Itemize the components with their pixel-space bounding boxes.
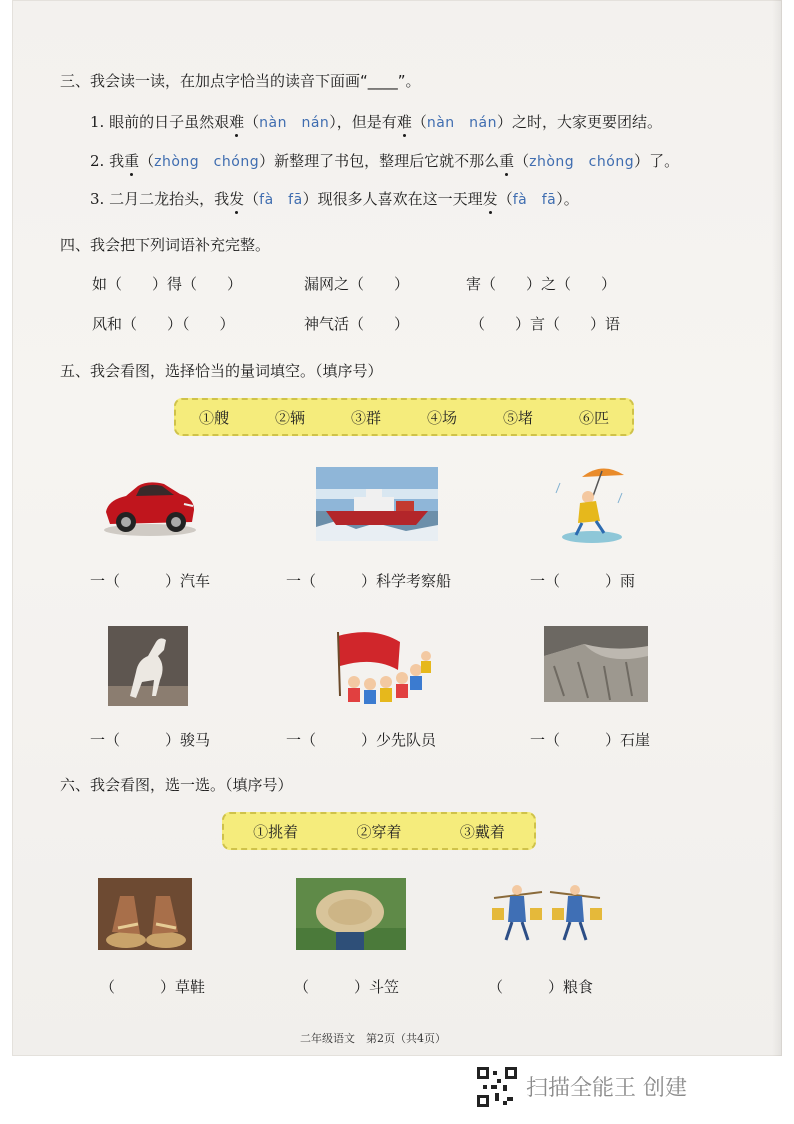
section5-title: 五、我会看图，选择恰当的量词填空。（填序号） <box>60 362 383 380</box>
dotted-char: 难 <box>396 113 412 131</box>
pinyin-choice[interactable]: nàn nán <box>259 115 330 131</box>
pinyin-choice[interactable]: zhòng chóng <box>154 154 260 170</box>
rain-umbrella-image <box>552 463 632 545</box>
idiom-blank[interactable]: 如（ ）得（ ） <box>92 275 243 293</box>
horse-image <box>108 626 188 706</box>
measure-blank[interactable]: 一（ ）石崖 <box>530 731 651 749</box>
measure-blank[interactable]: 一（ ）雨 <box>530 572 636 590</box>
qr-code-icon <box>477 1067 517 1107</box>
scanner-watermark: 扫描全能王 创建 <box>526 1076 687 1101</box>
choice-blank[interactable]: （ ）草鞋 <box>100 978 206 996</box>
option-6: ⑥匹 <box>578 408 609 427</box>
dotted-char: 重 <box>124 152 140 170</box>
red-car-image <box>100 472 198 538</box>
idiom-blank[interactable]: 漏网之（ ） <box>304 275 410 293</box>
idiom-blank[interactable]: 神气活（ ） <box>304 315 410 333</box>
section3-title: 三、我会读一读，在加点字恰当的读音下面画“____”。 <box>60 72 421 90</box>
bamboo-hat-image <box>296 878 406 950</box>
section4-title: 四、我会把下列词语补充完整。 <box>60 236 271 254</box>
dotted-char: 发 <box>482 190 498 208</box>
pinyin-choice[interactable]: zhòng chóng <box>529 154 635 170</box>
carrying-grain-image <box>486 878 606 946</box>
section3-line3: 3. 二月二龙抬头，我发（fà fā）现很多人喜欢在这一天理发（fà fā）。 <box>90 190 579 208</box>
idiom-blank[interactable]: 害（ ）之（ ） <box>466 275 617 293</box>
idiom-blank[interactable]: （ ）言（ ）语 <box>470 315 621 333</box>
dotted-char: 发 <box>229 190 245 208</box>
choice-blank[interactable]: （ ）粮食 <box>488 978 594 996</box>
page-footer: 二年级语文 第2页（共4页） <box>300 1032 446 1045</box>
measure-blank[interactable]: 一（ ）汽车 <box>90 572 211 590</box>
section3-line1: 1. 眼前的日子虽然艰难（nàn nán），但是有难（nàn nán）之时，大家更要团结。 <box>90 113 663 131</box>
dotted-char: 重 <box>499 152 515 170</box>
option-2: ②穿着 <box>356 822 402 841</box>
dotted-char: 难 <box>229 113 245 131</box>
option-3: ③戴着 <box>459 822 505 841</box>
section3-line2: 2. 我重（zhòng chóng）新整理了书包，整理后它就不那么重（zhòng chóng）了。 <box>90 152 680 170</box>
measure-blank[interactable]: 一（ ）少先队员 <box>286 731 437 749</box>
choice-blank[interactable]: （ ）斗笠 <box>294 978 400 996</box>
pinyin-choice[interactable]: fà fā <box>512 192 557 208</box>
research-ship-image <box>316 467 438 541</box>
section6-title: 六、我会看图，选一选。（填序号） <box>60 776 293 794</box>
option-1: ①艘 <box>198 408 229 427</box>
measure-word-options <box>174 398 634 436</box>
option-2: ②辆 <box>274 408 305 427</box>
idiom-blank[interactable]: 风和（ ）（ ） <box>92 315 235 333</box>
option-3: ③群 <box>350 408 381 427</box>
measure-blank[interactable]: 一（ ）骏马 <box>90 731 211 749</box>
straw-sandals-image <box>98 878 192 950</box>
cliff-image <box>544 626 648 702</box>
measure-blank[interactable]: 一（ ）科学考察船 <box>286 572 452 590</box>
pinyin-choice[interactable]: fà fā <box>259 192 303 208</box>
option-5: ⑤堵 <box>502 408 533 427</box>
option-1: ①挑着 <box>253 822 299 841</box>
option-4: ④场 <box>426 408 457 427</box>
young-pioneers-image <box>334 626 444 708</box>
pinyin-choice[interactable]: nàn nán <box>426 115 497 131</box>
verb-options <box>222 812 536 850</box>
